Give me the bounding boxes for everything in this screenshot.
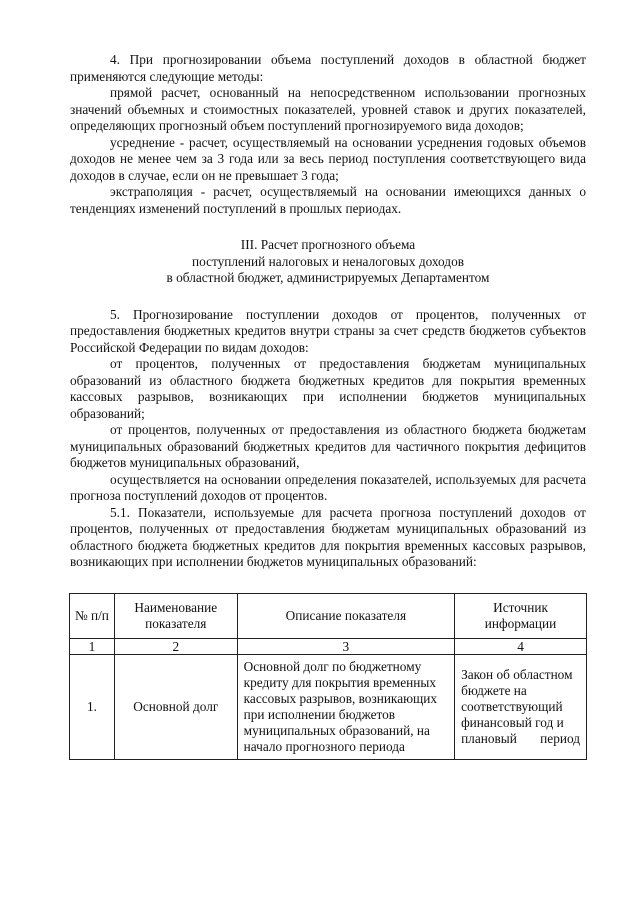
document-page [70,52,586,760]
header-number: № п/п [70,593,115,638]
header-information-source: Источник информации [455,593,587,638]
row-number: 1. [70,654,115,759]
table-header-row [70,593,587,638]
header-indicator-description: Описание показателя [237,593,454,638]
section-heading [70,237,586,287]
row-information-source: Закон об областном бюджете на соответствующий финансовый год и плановый период [455,654,587,759]
paragraph-averaging: усреднение - расчет, осуществляемый на основании усреднения годовых объемов доходов не менее чем за 3 года или за весь период поступления соответствующего вида доходов в случае, если он не превышает 3 года; [70,134,586,183]
row-indicator-description: Основной долг по бюджетному кредиту для покрытия временных кассовых разрывов, возникающих при исполнении бюджетов муниципальных образований, на начало прогнозного периода [237,654,454,759]
index-cell: 2 [114,638,237,654]
paragraph-indicators-5-1: 5.1. Показатели, используемые для расчета прогноза поступлений доходов от процентов, полученных от предоставления бюджетам муниципальных образований из областного бюджета бюджетных кредитов для покрытия временных кассовых разрывов, возникающих при исполнении бюджетов муниципальных образований: [70,504,586,569]
row-indicator-name: Основной долг [114,654,237,759]
paragraph-interest-cash-gaps: от процентов, полученных от предоставления бюджетам муниципальных образований из областного бюджета бюджетных кредитов для покрытия временных кассовых разрывов, возникающих при исполнении бюджетов муниципальных образований; [70,356,586,421]
index-cell: 4 [455,638,587,654]
paragraph-indicator-basis: осуществляется на основании определения показателей, используемых для расчета прогноза поступлений доходов от процентов. [70,471,586,503]
table-row [70,654,587,759]
paragraph-methods-intro: 4. При прогнозировании объема поступлений доходов в областной бюджет применяются следующие методы: [70,52,586,84]
section-heading-line-1: III. Расчет прогнозного объема [240,237,416,252]
indicators-table [69,593,587,760]
section-heading-line-3: в областной бюджет, администрируемых Департаментом [166,270,490,285]
paragraph-extrapolation: экстраполяция - расчет, осуществляемый на основании имеющихся данных о тенденциях изменений поступлений в прошлых периодах. [70,184,586,216]
paragraph-forecasting-interest: 5. Прогнозирование поступлении доходов от процентов, полученных от предоставления бюджетных кредитов внутри страны за счет средств бюджетов субъектов Российской Федерации по видам доходов: [70,306,586,355]
header-indicator-name: Наименование показателя [114,593,237,638]
section-heading-line-2: поступлений налоговых и неналоговых доходов [192,253,464,269]
paragraph-direct-calculation: прямой расчет, основанный на непосредственном использовании прогнозных значений объемных и стоимостных показателей, уровней ставок и других показателей, определяющих прогнозный объем поступлений прогнозируемого вида доходов; [70,85,586,133]
index-cell: 3 [237,638,454,654]
table-index-row [70,638,587,654]
index-cell: 1 [70,638,115,654]
paragraph-interest-deficit: от процентов, полученных от предоставления из областного бюджета бюджетам муниципальных образований бюджетных кредитов для частичного покрытия дефицитов бюджетов муниципальных образований, [70,422,586,470]
